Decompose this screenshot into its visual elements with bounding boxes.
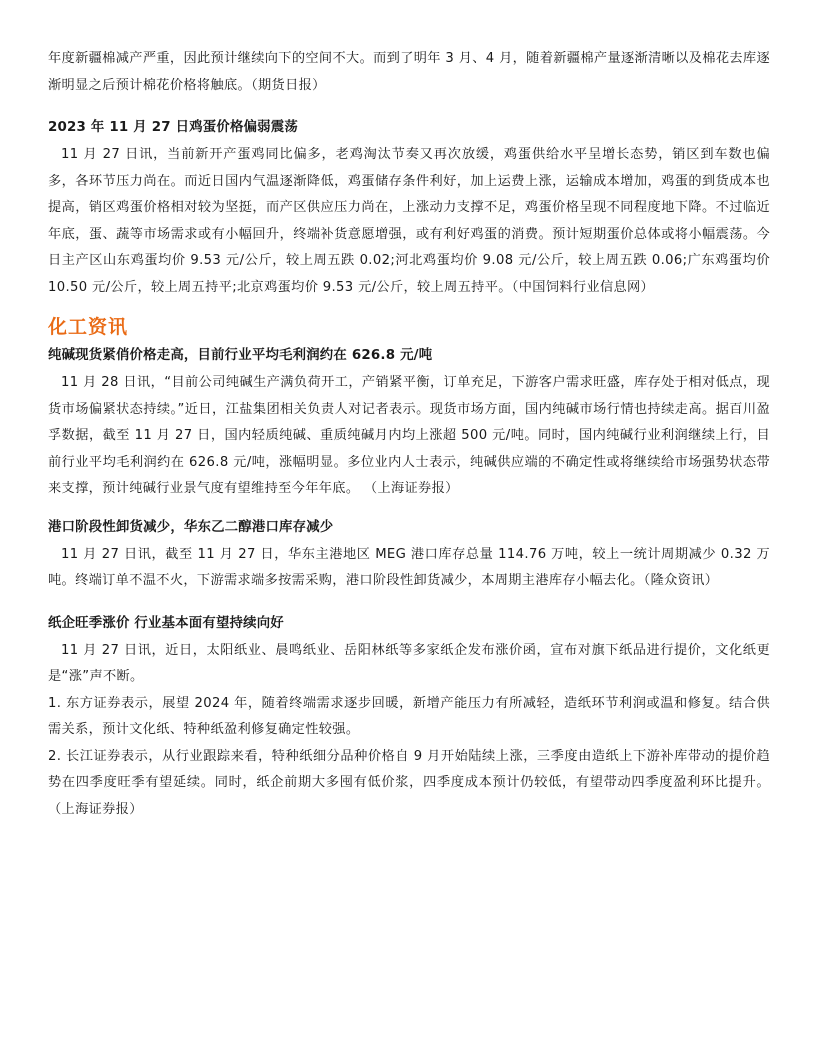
paper-article-item-2: 2. 长江证券表示，从行业跟踪来看，特种纸细分品种价格自 9 月开始陆续上涨，三季度由造纸上下游补库带动的提价趋势在四季度旺季有望延续。同时，纸企前期大多囤有低价浆，四季度成本预计仍较低，有望带动四季度盈利环比提升。（上海证券报） <box>48 748 770 817</box>
paper-article-title: 纸企旺季涨价 行业基本面有望持续向好 <box>48 615 284 631</box>
chemical-section-heading: 化工资讯 <box>48 316 129 338</box>
egg-article-title: 2023 年 11 月 27 日鸡蛋价格偏弱震荡 <box>48 120 298 135</box>
meg-article-title: 港口阶段性卸货减少，华东乙二醇港口库存减少 <box>48 519 334 535</box>
egg-article-body: 11 月 27 日讯，当前新开产蛋鸡同比偏多，老鸡淘汰节奏又再次放缓，鸡蛋供给水平呈增长态势，销区到车数也偏多，各环节压力尚在。而近日国内气温逐渐降低，鸡蛋储存条件利好，加上运费上涨，运输成本增加，鸡蛋的到货成本也提高，销区鸡蛋价格相对较为坚挺，而产区供应压力尚在，上涨动力支撑不足，鸡蛋价格呈现不同程度地下降。不过临近年底，蛋、蔬等市场需求或有小幅回升，终端补货意愿增强，或有利好鸡蛋的消费。预计短期蛋价总体或将小幅震荡。今日主产区山东鸡蛋均价 9.53 元/公斤，较上周五跌 0.02;河北鸡蛋均价 9.08 元/公斤，较上周五跌 0.06;广东鸡蛋均价 10.50 元/公斤，较上周五持平;北京鸡蛋均价 9.53 元/公斤，较上周五持平。（中国饲料行业信息网） <box>48 147 770 295</box>
meg-article-body: 11 月 27 日讯，截至 11 月 27 日，华东主港地区 MEG 港口库存总量 114.76 万吨，较上一统计周期减少 0.32 万吨。终端订单不温不火，下游需求端多按需采购，港口阶段性卸货减少，本周期主港库存小幅去化。（隆众资讯） <box>48 546 770 588</box>
intro-paragraph: 年度新疆棉减产严重，因此预计继续向下的空间不大。而到了明年 3 月、4 月，随着新疆棉产量逐渐清晰以及棉花去库逐渐明显之后预计棉花价格将触底。（期货日报） <box>48 51 770 93</box>
paper-article-body: 11 月 27 日讯，近日，太阳纸业、晨鸣纸业、岳阳林纸等多家纸企发布涨价函，宣布对旗下纸品进行提价，文化纸更是“涨”声不断。 <box>48 642 770 684</box>
soda-article-body: 11 月 28 日讯，“目前公司纯碱生产满负荷开工，产销紧平衡，订单充足，下游客户需求旺盛，库存处于相对低点，现货市场偏紧状态持续。”近日，江盐集团相关负责人对记者表示。现货市场方面，国内纯碱市场行情也持续走高。据百川盈孚数据，截至 11 月 27 日，国内轻质纯碱、重质纯碱月内均上涨超 500 元/吨。同时，国内纯碱行业利润继续上行，目前行业平均毛利润约在 626.8 元/吨，涨幅明显。多位业内人士表示，纯碱供应端的不确定性或将继续给市场强势状态带来支撑，预计纯碱行业景气度有望维持至今年年底。 （上海证券报） <box>48 375 770 496</box>
document-page <box>48 46 770 823</box>
paper-article-item-1: 1. 东方证券表示，展望 2024 年，随着终端需求逐步回暖，新增产能压力有所减轻，造纸环节利润或温和修复。结合供需关系，预计文化纸、特种纸盈利修复确定性较强。 <box>48 695 770 737</box>
soda-article-title: 纯碱现货紧俏价格走高，目前行业平均毛利润约在 626.8 元/吨 <box>48 348 433 363</box>
